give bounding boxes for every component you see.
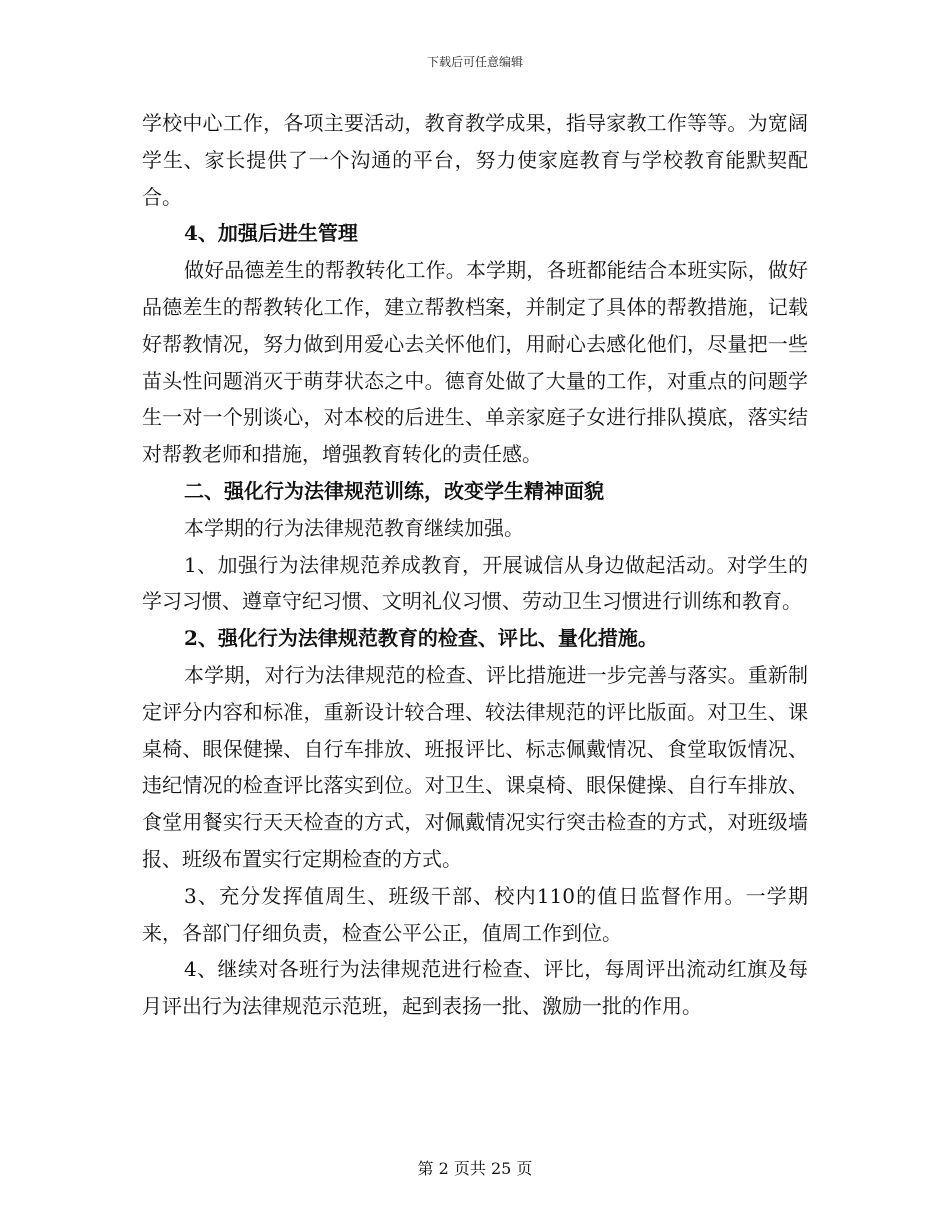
paragraph: 3、充分发挥值周生、班级干部、校内110的值日监督作用。一学期来，各部门仔细负责，检查公平公正，值周工作到位。 xyxy=(142,883,808,945)
subsection-heading: 2、强化行为法律规范教育的检查、评比、量化措施。 xyxy=(184,626,658,651)
page-header: 下载后可任意编辑 xyxy=(426,55,523,69)
section-heading-2: 二、强化行为法律规范训练，改变学生精神面貌 xyxy=(184,478,604,503)
paragraph: 1、加强行为法律规范养成教育，开展诚信从身边做起活动。对学生的学习习惯、遵章守纪习惯、文明礼仪习惯、劳动卫生习惯进行训练和教育。 xyxy=(142,552,808,614)
section-heading-4: 4、加强后进生管理 xyxy=(184,221,358,246)
paragraph: 4、继续对各班行为法律规范进行检查、评比，每周评出流动红旗及每月评出行为法律规范示范班，起到表扬一批、激励一批的作用。 xyxy=(142,957,808,1019)
paragraph: 做好品德差生的帮教转化工作。本学期，各班都能结合本班实际，做好品德差生的帮教转化工作，建立帮教档案，并制定了具体的帮教措施，记载好帮教情况，努力做到用爱心去关怀他们，用耐心去感化他们，尽量把一些苗头性问题消灭于萌芽状态之中。德育处做了大量的工作，对重点的问题学生一对一个别谈心，对本校的后进生、单亲家庭子女进行排队摸底，落实结对帮教老师和措施，增强教育转化的责任感。 xyxy=(142,258,808,467)
paragraph: 本学期的行为法律规范教育继续加强。 xyxy=(184,515,524,540)
paragraph: 本学期，对行为法律规范的检查、评比措施进一步完善与落实。重新制定评分内容和标准，重新设计较合理、较法律规范的评比版面。对卫生、课桌椅、眼保健操、自行车排放、班报评比、标志佩戴情况、食堂取饭情况、违纪情况的检查评比落实到位。对卫生、课桌椅、眼保健操、自行车排放、食堂用餐实行天天检查的方式，对佩戴情况实行突击检查的方式，对班级墙报、班级布置实行定期检查的方式。 xyxy=(142,662,808,871)
page-footer: 第 2 页共 25 页 xyxy=(417,1159,533,1178)
paragraph-continuation: 学校中心工作，各项主要活动，教育教学成果，指导家教工作等等。为宽阔学生、家长提供了一个沟通的平台，努力使家庭教育与学校教育能默契配合。 xyxy=(142,111,808,209)
document-body xyxy=(142,105,808,1025)
